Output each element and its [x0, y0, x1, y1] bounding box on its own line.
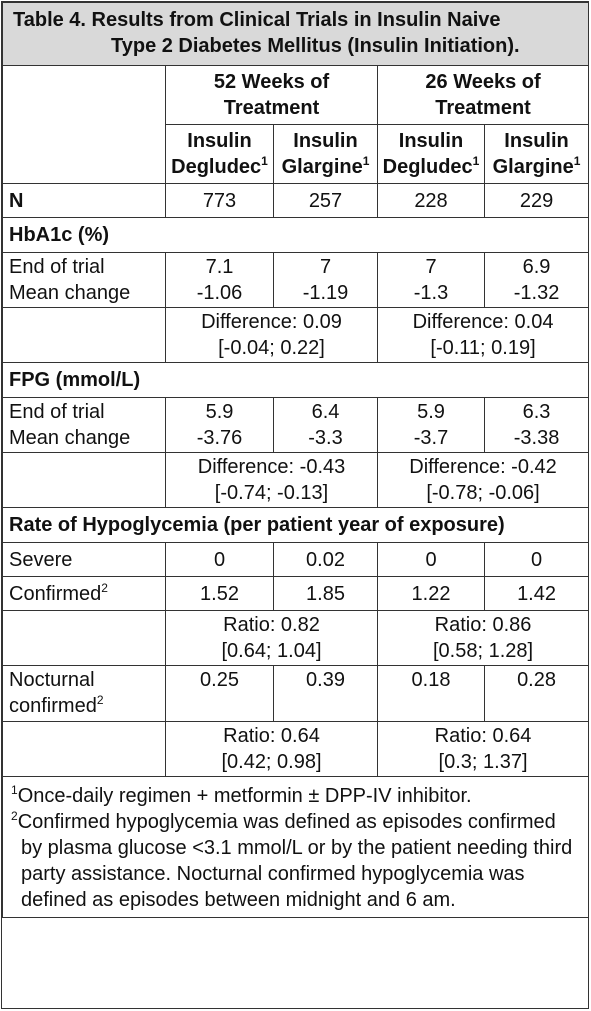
table-cell — [378, 398, 485, 453]
drug-line1: Insulin — [504, 130, 569, 152]
footnote-1 — [11, 783, 580, 809]
empty-cell — [3, 308, 166, 363]
footnote-ref-1: 1 — [472, 154, 480, 168]
table-cell: 0 — [485, 543, 589, 577]
header-glargine-52 — [274, 125, 378, 184]
footnotes-row — [3, 777, 589, 918]
header-empty-cell — [3, 66, 166, 184]
table-cell — [485, 253, 589, 308]
difference-ci: [-0.11; 0.19] — [430, 337, 536, 359]
section-row-hba1c — [3, 218, 589, 253]
ratio-value: Ratio: 0.64 — [223, 725, 320, 747]
ratio-cell-26 — [378, 611, 589, 666]
empty-cell — [3, 722, 166, 777]
section-heading-fpg: FPG (mmol/L) — [3, 363, 589, 398]
difference-cell-26 — [378, 308, 589, 363]
drug-line1: Insulin — [187, 130, 252, 152]
value-end: 7.1 — [205, 256, 234, 278]
empty-cell — [3, 611, 166, 666]
footnote-ref-1: 1 — [362, 154, 370, 168]
header-degludec-52 — [166, 125, 274, 184]
table-title-line2: Type 2 Diabetes Mellitus (Insulin Initiation). — [111, 35, 520, 57]
ratio-ci: [0.58; 1.28] — [432, 640, 534, 662]
header-26-weeks-line1: 26 Weeks of — [425, 71, 541, 93]
ratio-value: Ratio: 0.64 — [434, 725, 532, 747]
table-cell — [378, 253, 485, 308]
table-cell: 0.02 — [274, 543, 378, 577]
row-label-nocturnal-line2: confirmed — [9, 695, 97, 717]
row-label-confirmed-text: Confirmed — [9, 582, 102, 605]
table-cell: 0.18 — [378, 666, 485, 722]
row-label-n: N — [3, 184, 166, 218]
ratio-ci: [0.3; 1.37] — [438, 751, 528, 773]
table-row-confirmed-ratio — [3, 611, 589, 666]
table-cell: 0.28 — [485, 666, 589, 722]
section-row-hypoglycemia — [3, 508, 589, 543]
value-change: -3.38 — [513, 427, 560, 449]
section-heading-hba1c: HbA1c (%) — [3, 218, 589, 253]
table-cell: 257 — [274, 184, 378, 218]
row-label-confirmed — [3, 577, 166, 611]
table-row-fpg-difference — [3, 453, 589, 508]
footnote-2-text: Confirmed hypoglycemia was defined as episodes confirmed by plasma glucose <3.1 mmol/L or by the patient needing third party assistance. Nocturnal confirmed hypoglycemia was defined as episodes between midnight and 6 am. — [17, 811, 573, 911]
header-52-weeks — [166, 66, 378, 125]
value-end: 5.9 — [205, 401, 234, 423]
difference-ci: [-0.78; -0.06] — [426, 482, 540, 504]
label-mean-change: Mean change — [9, 427, 131, 449]
header-26-weeks — [378, 66, 589, 125]
table-row-confirmed — [3, 577, 589, 611]
difference-ci: [-0.04; 0.22] — [218, 337, 325, 359]
table-row-severe — [3, 543, 589, 577]
value-end: 7 — [425, 256, 437, 278]
table-row-hba1c-values — [3, 253, 589, 308]
ratio-ci: [0.42; 0.98] — [221, 751, 322, 773]
table-row-nocturnal — [3, 666, 589, 722]
value-change: -1.06 — [196, 282, 243, 304]
row-label-severe: Severe — [3, 543, 166, 577]
footnote-ref-2: 2 — [96, 693, 104, 707]
difference-cell-52 — [166, 308, 378, 363]
value-change: -1.3 — [413, 282, 449, 304]
row-label-nocturnal-line1: Nocturnal — [9, 669, 95, 691]
ratio-cell-26 — [378, 722, 589, 777]
footnote-mark-2: 2 — [11, 809, 18, 823]
header-degludec-26 — [378, 125, 485, 184]
ratio-cell-52 — [166, 611, 378, 666]
table-cell: 1.22 — [378, 577, 485, 611]
table-row-hba1c-difference — [3, 308, 589, 363]
ratio-cell-52 — [166, 722, 378, 777]
footnote-ref-2: 2 — [101, 580, 108, 595]
table-cell: 229 — [485, 184, 589, 218]
table-cell — [274, 398, 378, 453]
header-52-weeks-line1: 52 Weeks of — [213, 71, 330, 93]
row-label-fpg — [3, 398, 166, 453]
drug-line1: Insulin — [293, 130, 358, 152]
table-row-n — [3, 184, 589, 218]
ratio-value: Ratio: 0.86 — [434, 614, 532, 636]
value-change: -3.3 — [308, 427, 343, 449]
section-row-fpg — [3, 363, 589, 398]
section-heading-hypoglycemia: Rate of Hypoglycemia (per patient year of exposure) — [3, 508, 589, 543]
label-mean-change: Mean change — [9, 282, 131, 304]
difference-value: Difference: -0.42 — [409, 456, 557, 478]
table-cell: 1.52 — [166, 577, 274, 611]
table-cell: 228 — [378, 184, 485, 218]
value-change: -1.19 — [302, 282, 349, 304]
value-end: 7 — [319, 256, 332, 278]
row-label-hba1c — [3, 253, 166, 308]
table-cell — [166, 253, 274, 308]
table-cell: 773 — [166, 184, 274, 218]
table-title — [3, 3, 589, 66]
table-cell: 1.42 — [485, 577, 589, 611]
table-row-fpg-values — [3, 398, 589, 453]
empty-cell — [3, 453, 166, 508]
header-glargine-26 — [485, 125, 589, 184]
table-cell — [274, 253, 378, 308]
value-change: -3.7 — [413, 427, 449, 449]
table-row-nocturnal-ratio — [3, 722, 589, 777]
table-cell: 0.39 — [274, 666, 378, 722]
value-end: 6.9 — [522, 256, 551, 278]
difference-value: Difference: -0.43 — [197, 456, 346, 478]
footnote-1-text: Once-daily regimen + metformin ± DPP-IV inhibitor. — [17, 785, 472, 807]
footnote-ref-1: 1 — [261, 154, 268, 168]
drug-line2: Glargine — [492, 156, 574, 178]
label-end-of-trial: End of trial — [9, 256, 105, 278]
footnote-2 — [11, 809, 580, 913]
footnote-ref-1: 1 — [573, 154, 581, 168]
label-end-of-trial: End of trial — [9, 401, 105, 423]
header-26-weeks-line2: Treatment — [435, 97, 531, 119]
row-label-nocturnal — [3, 666, 166, 722]
table-cell: 0.25 — [166, 666, 274, 722]
drug-line2: Glargine — [281, 156, 363, 178]
footnotes — [3, 777, 589, 918]
table-cell: 1.85 — [274, 577, 378, 611]
difference-value: Difference: 0.09 — [201, 311, 342, 333]
table-cell: 0 — [166, 543, 274, 577]
results-table — [2, 2, 589, 918]
drug-line2: Degludec — [382, 156, 473, 178]
value-end: 5.9 — [417, 401, 445, 423]
difference-cell-26 — [378, 453, 589, 508]
value-change: -3.76 — [196, 427, 243, 449]
results-table-container — [1, 1, 589, 1009]
ratio-value: Ratio: 0.82 — [223, 614, 320, 636]
drug-line1: Insulin — [398, 130, 464, 152]
footnote-mark-1: 1 — [11, 783, 18, 797]
drug-line2: Degludec — [171, 156, 262, 178]
table-cell — [485, 398, 589, 453]
value-end: 6.4 — [311, 401, 340, 423]
table-title-line1: Table 4. Results from Clinical Trials in Insulin Naive — [13, 9, 501, 31]
ratio-ci: [0.64; 1.04] — [221, 640, 322, 662]
difference-value: Difference: 0.04 — [412, 311, 554, 333]
value-change: -1.32 — [513, 282, 560, 304]
table-cell — [166, 398, 274, 453]
header-52-weeks-line2: Treatment — [223, 97, 320, 119]
table-cell: 0 — [378, 543, 485, 577]
difference-cell-52 — [166, 453, 378, 508]
value-end: 6.3 — [522, 401, 551, 423]
difference-ci: [-0.74; -0.13] — [214, 482, 329, 504]
